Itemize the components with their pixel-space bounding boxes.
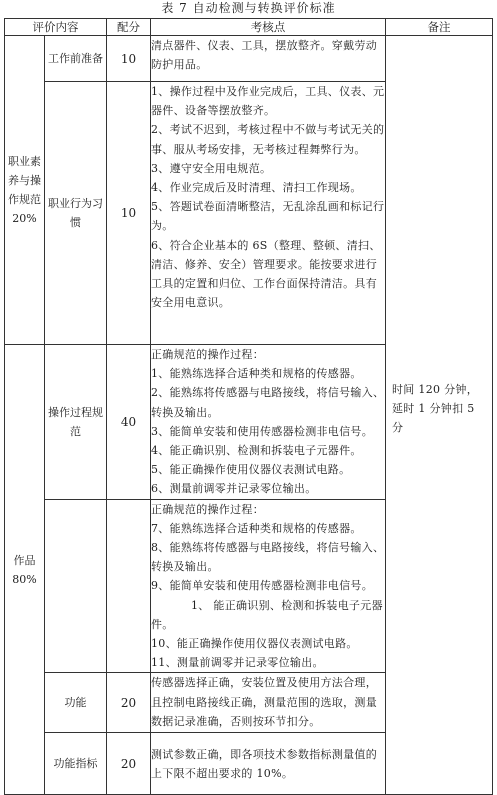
- point-line: 1、操作过程中及作业完成后，工具、仪表、元器件、设备等摆放整齐。: [151, 85, 385, 118]
- header-row: [5, 19, 493, 36]
- item-cell: 功能: [45, 673, 107, 733]
- score-cell: 20: [107, 673, 151, 733]
- point-line: 4、作业完成后及时清理、清扫工作现场。: [151, 181, 362, 195]
- point-line: 2、能熟练将传感器与电路接线，将信号输入、转换及输出。: [151, 386, 385, 419]
- remark-text: 时间 120 分钟，延时 1 分钟扣 5 分: [392, 383, 478, 434]
- point-line: 正确规范的操作过程：: [151, 502, 264, 516]
- point-line: 10、能正确操作使用仪器仪表测试电路。: [151, 637, 358, 651]
- point-line: 7、能熟练选择合适种类和规格的传感器。: [151, 521, 362, 535]
- score-cell: [107, 499, 151, 673]
- category-professional: [5, 36, 45, 345]
- score-cell: 10: [107, 82, 151, 345]
- header-remarks: 备注: [386, 19, 493, 36]
- point-line: 测试参数正确，即各项技术参数指标测量值的上下限不超出要求的 10%。: [151, 747, 377, 780]
- item-cell: 功能指标: [45, 733, 107, 795]
- header-points: 考核点: [151, 19, 386, 36]
- table-row: [5, 36, 493, 82]
- category-label: 作品 80%: [12, 553, 37, 586]
- category-label: 职业素养与操作规范 20%: [8, 155, 41, 225]
- score-cell: 10: [107, 36, 151, 82]
- point-line: 5、能正确操作使用仪器仪表测试电路。: [151, 463, 351, 477]
- item-cell: 职业行为习惯: [45, 82, 107, 345]
- point-line: 清点器件、仪表、工具，摆放整齐。穿戴劳动防护用品。: [151, 39, 377, 72]
- point-line: 正确规范的操作过程：: [151, 348, 264, 361]
- category-work: [5, 345, 45, 795]
- point-line: 4、能正确识别、检测和拆装电子元器件。: [151, 444, 362, 458]
- item-cell: [45, 499, 107, 673]
- points-cell: [151, 733, 386, 795]
- points-cell: [151, 345, 386, 500]
- header-category: 评价内容: [5, 19, 107, 36]
- point-line: 1、能熟练选择合适种类和规格的传感器。: [151, 367, 362, 381]
- table-caption: 表 7 自动检测与转换评价标准: [161, 1, 336, 15]
- point-line: 1、 能正确识别、检测和拆装电子元器件。: [151, 598, 383, 631]
- point-line: 传感器选择正确，安装位置及使用方法合理，且控制电路接线正确，测量范围的选取，测量数据记录准确，否则按环节扣分。: [151, 676, 377, 728]
- score-cell: 40: [107, 345, 151, 500]
- point-line: 9、能简单安装和使用传感器检测非电信号。: [151, 579, 373, 593]
- point-line: 3、能简单安装和使用传感器检测非电信号。: [151, 424, 373, 438]
- score-cell: 20: [107, 733, 151, 795]
- points-cell: [151, 82, 386, 345]
- point-line: 3、遵守安全用电规范。: [151, 161, 272, 175]
- point-line: 6、测量前调零并记录零位输出。: [151, 482, 317, 496]
- point-line: 6、符合企业基本的 6S（整理、整顿、清扫、清洁、修养、安全）管理要求。能按要求进行工具的定置和归位、工作台面保持清洁。具有安全用电意识。: [151, 238, 381, 310]
- point-line: 2、考试不迟到，考核过程中不做与考试无关的事、服从考场安排，无考核过程舞弊行为。: [151, 123, 385, 156]
- point-line: 11、测量前调零并记录零位输出。: [151, 656, 324, 670]
- points-cell: [151, 36, 386, 82]
- point-line: 5、答题试卷面清晰整洁，无乱涂乱画和标记行为。: [151, 200, 385, 233]
- points-cell: [151, 499, 386, 673]
- point-line: 8、能熟练将传感器与电路接线，将信号输入、转换及输出。: [151, 541, 385, 574]
- points-cell: [151, 673, 386, 733]
- item-cell: 操作过程规范: [45, 345, 107, 500]
- header-score: 配分: [107, 19, 151, 36]
- item-cell: 工作前准备: [45, 36, 107, 82]
